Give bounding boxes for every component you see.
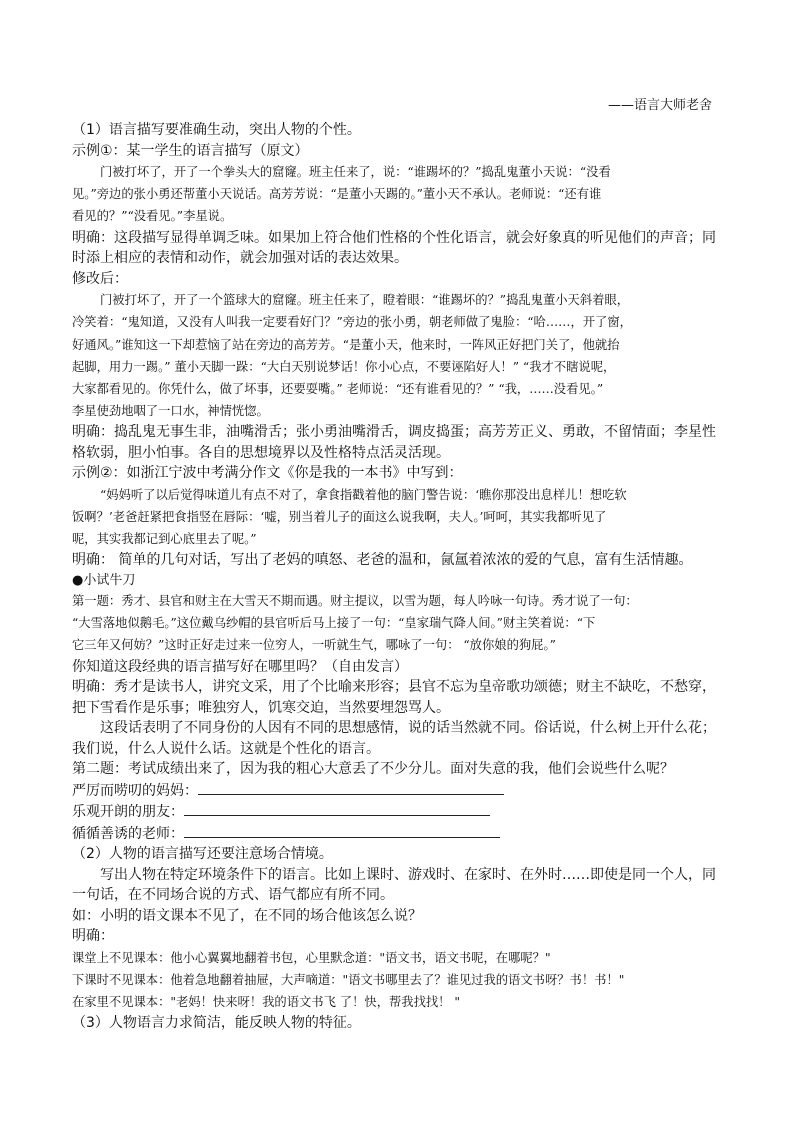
paragraphs-part-2 [72,844,724,1034]
answer-blank[interactable] [198,780,504,795]
text-line: 一句话，在不同场合说的方式、语气都应有所不同。 [72,887,394,904]
text-line: 时添上相应的表情和动作，就会加强对话的表达效果。 [72,250,408,267]
text-line: 下课时不见课本：他着急地翻着抽屉，大声嘀道："语文书哪里去了？谁见过我的语文书呀？书！书！" [72,972,625,987]
blank-row [72,801,724,823]
text-line: 明确：秀才是读书人，讲究文采，用了个比喻来形容；县官不忘为皇帝歌功颂德；财主不缺吃，不愁穿， [72,679,716,696]
answer-blank[interactable] [184,801,490,816]
blank-row [72,823,724,845]
text-line: 第一题：秀才、县官和财主在大雪天不期而遇。财主提议，以雪为题，每人吟咏一句诗。秀才说了一句： [72,593,638,608]
answer-blank[interactable] [184,823,500,838]
text-line: 门被打坏了，开了一个篮球大的窟窿。班主任来了，瞪着眼：“谁踢坏的？”捣乱鬼董小天斜着眼， [100,293,630,308]
blank-row [72,780,724,802]
text-line: “大雪落地似鹅毛。”这位戴乌纱帽的县官听后马上接了一句：“皇家瑞气降人间。”财主笑着说：“下 [72,616,596,631]
paragraphs-part-1 [72,120,724,780]
text-line: 看见的？”“没看见。”李星说。 [72,209,233,224]
text-line: 把下雪看作是乐事；唯独穷人，饥寒交迫，当然要埋怨骂人。 [72,699,450,716]
text-line: ●小试牛刀 [72,572,136,588]
blank-label: 严厉而唠叨的妈妈： [72,782,198,799]
blank-label: 循循善诱的老师： [72,825,184,842]
text-line: “妈妈听了以后觉得味道儿有点不对了，拿食指戳着他的脑门警告说：‘瞧你那没出息样儿！想吃软 [100,487,627,502]
text-line: 大家都看见的。你凭什么，做了坏事，还要耍嘴。” 老师说：“还有谁看见的？” “我，……没看见。” [72,381,604,396]
text-line: （1）语言描写要准确生动，突出人物的个性。 [72,122,361,138]
text-line: 你知道这段经典的语言描写好在哪里吗？（自由发言） [72,658,408,675]
text-line: 如：小明的语文课本不见了，在不同的场合他该怎么说？ [72,907,422,924]
text-line: 我们说，什么人说什么话。这就是个性化的语言。 [72,740,380,757]
text-line: （2）人物的语言描写还要注意场合情境。 [72,846,333,863]
document-body [72,96,724,1034]
text-line: 明确：这段描写显得单调乏味。如果加上符合他们性格的个性化语言，就会好象真的听见他们的声音；同 [72,229,716,246]
text-line: 门被打坏了，开了一个拳头大的窟窿。班主任来了，说：“谁踢坏的？”捣乱鬼董小天说：“没看 [100,165,611,179]
text-line: 课堂上不见课本：他小心翼翼地翻着书包，心里默念道："语文书，语文书呢，在哪呢？" [72,950,551,965]
text-line: 饭啊？’老爸赶紧把食指竖在唇际：‘嘘，别当着儿子的面这么说我啊，夫人。’呵呵，其实我都听见了 [72,510,607,525]
text-line: 格软弱，胆小怕事。各自的思想境界以及性格特点活灵活现。 [72,444,450,461]
text-line: 见。”旁边的张小勇还帮董小天说话。高芳芳说：“是董小天踢的。”董小天不承认。老师说：“还有谁 [72,187,602,202]
text-line: 示例②：如浙江宁波中考满分作文《你是我的一本书》中写到： [72,465,463,482]
text-line: 呢，其实我都记到心底里去了呢。” [72,532,257,547]
attribution: ——语言大师老舍 [607,98,712,113]
text-line: 好通风。”谁知这一下却惹恼了站在旁边的高芳芳。“是董小天，他来时，一阵风正好把门关了，他就抬 [72,337,620,352]
text-line: 明确： [72,928,114,945]
fill-in-blanks [72,780,724,845]
text-line: 第二题：考试成绩出来了，因为我的粗心大意丢了不少分儿。面对失意的我，他们会说些什么呢？ [72,761,674,778]
text-line: 起脚，用力一踢。” 董小天脚一跺：“大白天别说梦话！你小心点，不要诬陷好人！” “我才不瞎说呢， [72,359,616,374]
text-line: 李星使劲地咽了一口水，神情恍惚。 [72,404,269,419]
text-line: （3）人物语言力求简洁，能反映人物的特征。 [72,1015,361,1032]
text-line: 这段话表明了不同身份的人因有不同的思想感情，说的话当然就不同。俗话说，什么树上开什么花； [100,720,716,737]
text-line: 修改后： [72,270,128,287]
text-line: 写出人物在特定环境条件下的语言。比如上课时、游戏时、在家时、在外时……即使是同一个人，同 [100,866,716,883]
text-line: 冷笑着：“鬼知道，又没有人叫我一定要看好门？”旁边的张小勇，朝老师做了鬼脸：“哈……，开了窗， [72,315,632,330]
blank-label: 乐观开朗的朋友： [72,804,184,821]
text-line: 示例①：某一学生的语言描写（原文） [72,142,309,159]
text-line: 在家里不见课本："老妈！快来呀！我的语文书飞 了！快，帮我找找！ " [72,994,461,1009]
text-line: 明确： 简单的几句对话，写出了老妈的嗔怒、老爸的温和，氤氲着浓浓的爱的气息，富有生活情趣。 [72,552,693,569]
text-line: 它三年又何妨？”这时正好走过来一位穷人，一听就生气，哪咏了一句： “放你娘的狗屁。” [72,638,556,653]
text-line: 明确：捣乱鬼无事生非，油嘴滑舌；张小勇油嘴滑舌，调皮捣蛋；高芳芳正义、勇敢，不留情面；李星性 [72,424,716,441]
